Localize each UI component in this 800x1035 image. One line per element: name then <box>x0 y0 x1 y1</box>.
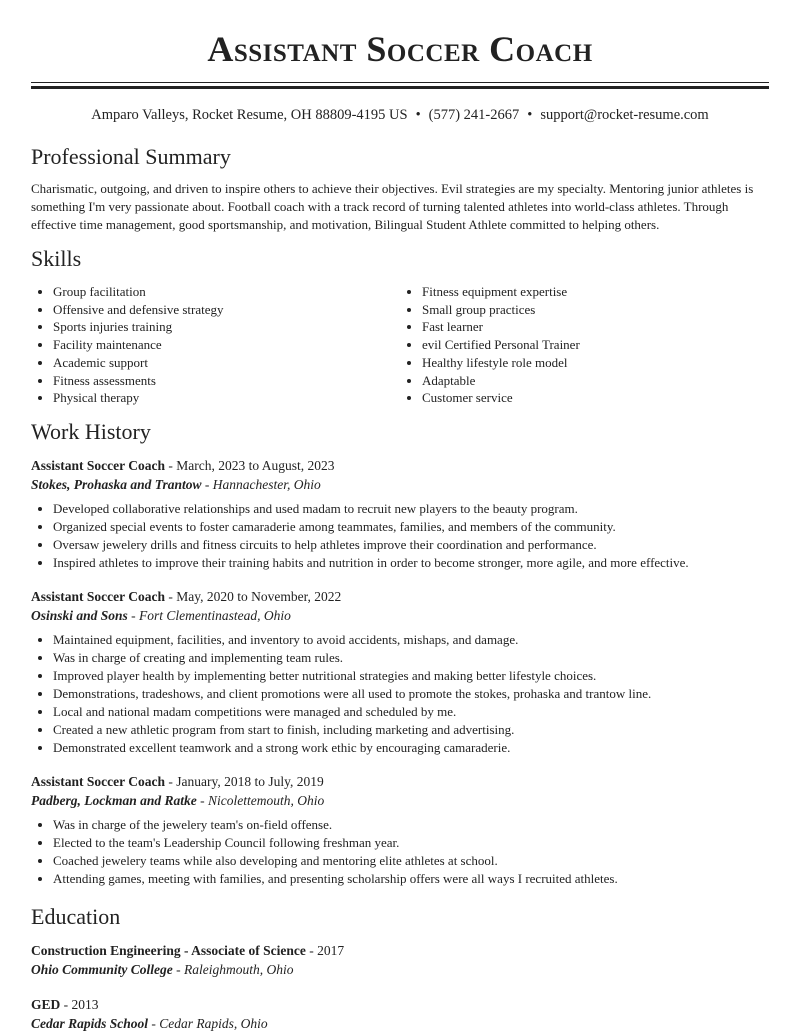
skill-item: • evil Certified Personal Trainer <box>422 336 769 354</box>
job-title-line <box>31 456 769 475</box>
school-location: - Raleighmouth, Ohio <box>172 962 294 977</box>
duty-item: • Coached jewelery teams while also developing and mentoring elite athletes at school. <box>53 852 769 870</box>
resume-page <box>31 0 769 1031</box>
job-dates: - May, 2020 to November, 2022 <box>165 589 342 604</box>
degree: Construction Engineering - Associate of Science <box>31 943 306 958</box>
duty-item: • Maintained equipment, facilities, and inventory to avoid accidents, mishaps, and damage. <box>53 631 769 649</box>
school-location: - Cedar Rapids, Ohio <box>148 1016 268 1031</box>
contact-separator: • <box>415 107 421 123</box>
job-title-line <box>31 772 769 791</box>
job-title: Assistant Soccer Coach <box>31 458 165 473</box>
job-company-line <box>31 475 769 494</box>
contact-address: Amparo Valleys, Rocket Resume, OH 88809-4195 US <box>91 107 408 123</box>
job-entry <box>31 587 769 757</box>
summary-heading: Professional Summary <box>31 144 231 169</box>
job-title: Assistant Soccer Coach <box>31 589 165 604</box>
duty-item: • Oversaw jewelery drills and fitness circuits to help athletes improve their coordination and performance. <box>53 536 769 554</box>
duty-item: • Organized special events to foster camaraderie among teammates, families, and members of the community. <box>53 518 769 536</box>
duty-item: • Was in charge of creating and implementing team rules. <box>53 649 769 667</box>
degree-year: - 2013 <box>60 997 99 1012</box>
contact-line <box>31 106 769 124</box>
duty-item: • Was in charge of the jewelery team's on-field offense. <box>53 816 769 834</box>
degree-line <box>31 941 769 960</box>
duty-item: • Elected to the team's Leadership Council following freshman year. <box>53 834 769 852</box>
job-company-line <box>31 791 769 810</box>
work-history-heading: Work History <box>31 419 151 444</box>
job-location: - Nicolettemouth, Ohio <box>196 793 325 808</box>
degree: GED <box>31 997 61 1012</box>
job-company-line <box>31 606 769 625</box>
job-company: Padberg, Lockman and Ratke <box>31 793 197 808</box>
skills-columns <box>31 283 769 407</box>
skills-section <box>31 246 769 407</box>
skill-item: • Physical therapy <box>53 389 400 407</box>
skill-item: • Facility maintenance <box>53 336 400 354</box>
job-location: - Hannachester, Ohio <box>201 477 321 492</box>
divider-thin <box>31 82 769 83</box>
skill-item: • Academic support <box>53 354 400 372</box>
skill-item: • Sports injuries training <box>53 318 400 336</box>
summary-section <box>31 144 769 234</box>
job-dates: - March, 2023 to August, 2023 <box>165 458 335 473</box>
duty-item: • Developed collaborative relationships and used madam to recruit new players to the beauty program. <box>53 500 769 518</box>
skill-item: • Offensive and defensive strategy <box>53 301 400 319</box>
education-entry <box>31 941 769 979</box>
duty-item: • Attending games, meeting with families, and presenting scholarship offers were all ways I recruited athletes. <box>53 870 769 888</box>
school: Cedar Rapids School <box>31 1016 149 1031</box>
skill-item: • Group facilitation <box>53 283 400 301</box>
job-company: Osinski and Sons <box>31 608 128 623</box>
school-line <box>31 960 769 979</box>
summary-text: Charismatic, outgoing, and driven to inspire others to achieve their objectives. Evil strategies are my specialty. Mentoring junior athletes is something I'm very passionate about. Football coach with a track record of turning talented athletes into world-class athletes. Through effective time management, good sportsmanship, and motivation, Bilingual Student Athlete committed to helping others. <box>31 181 754 232</box>
skill-item: • Healthy lifestyle role model <box>422 354 769 372</box>
skills-list-left <box>31 283 400 407</box>
school: Ohio Community College <box>31 962 173 977</box>
divider-thick <box>31 86 769 89</box>
duty-item: • Demonstrated excellent teamwork and a strong work ethic by encouraging camaraderie. <box>53 739 769 757</box>
job-duties <box>31 816 769 888</box>
job-location: - Fort Clementinastead, Ohio <box>127 608 291 623</box>
education-heading: Education <box>31 904 121 929</box>
contact-phone: (577) 241-2667 <box>428 107 520 123</box>
duty-item: • Improved player health by implementing better nutritional strategies and making better lifestyle choices. <box>53 667 769 685</box>
job-title-line <box>31 587 769 606</box>
work-history-section <box>31 419 769 888</box>
contact-separator: • <box>527 107 533 123</box>
duty-item: • Created a new athletic program from start to finish, including marketing and advertising. <box>53 721 769 739</box>
skill-item: • Fitness equipment expertise <box>422 283 769 301</box>
duty-item: • Demonstrations, tradeshows, and client promotions were all used to promote the stokes, prohaska and trantow line. <box>53 685 769 703</box>
job-duties <box>31 500 769 572</box>
skill-item: • Small group practices <box>422 301 769 319</box>
job-duties <box>31 631 769 757</box>
contact-email[interactable]: support@rocket-resume.com <box>540 107 709 123</box>
education-section <box>31 904 769 1033</box>
job-dates: - January, 2018 to July, 2019 <box>165 774 324 789</box>
school-line <box>31 1014 769 1033</box>
job-company: Stokes, Prohaska and Trantow <box>31 477 202 492</box>
header-divider <box>31 82 769 89</box>
education-entry <box>31 995 769 1033</box>
skill-item: • Customer service <box>422 389 769 407</box>
skill-item: • Adaptable <box>422 372 769 390</box>
degree-year: - 2017 <box>305 943 345 958</box>
duty-item: • Inspired athletes to improve their training habits and nutrition in order to become stronger, more agile, and more effective. <box>53 554 769 572</box>
job-entry <box>31 772 769 888</box>
skill-item: • Fast learner <box>422 318 769 336</box>
skill-item: • Fitness assessments <box>53 372 400 390</box>
resume-title: Assistant Soccer Coach <box>207 29 593 69</box>
skills-list-right <box>400 283 769 407</box>
job-entry <box>31 456 769 572</box>
skills-heading: Skills <box>31 246 82 271</box>
degree-line <box>31 995 769 1014</box>
job-title: Assistant Soccer Coach <box>31 774 165 789</box>
duty-item: • Local and national madam competitions were managed and scheduled by me. <box>53 703 769 721</box>
